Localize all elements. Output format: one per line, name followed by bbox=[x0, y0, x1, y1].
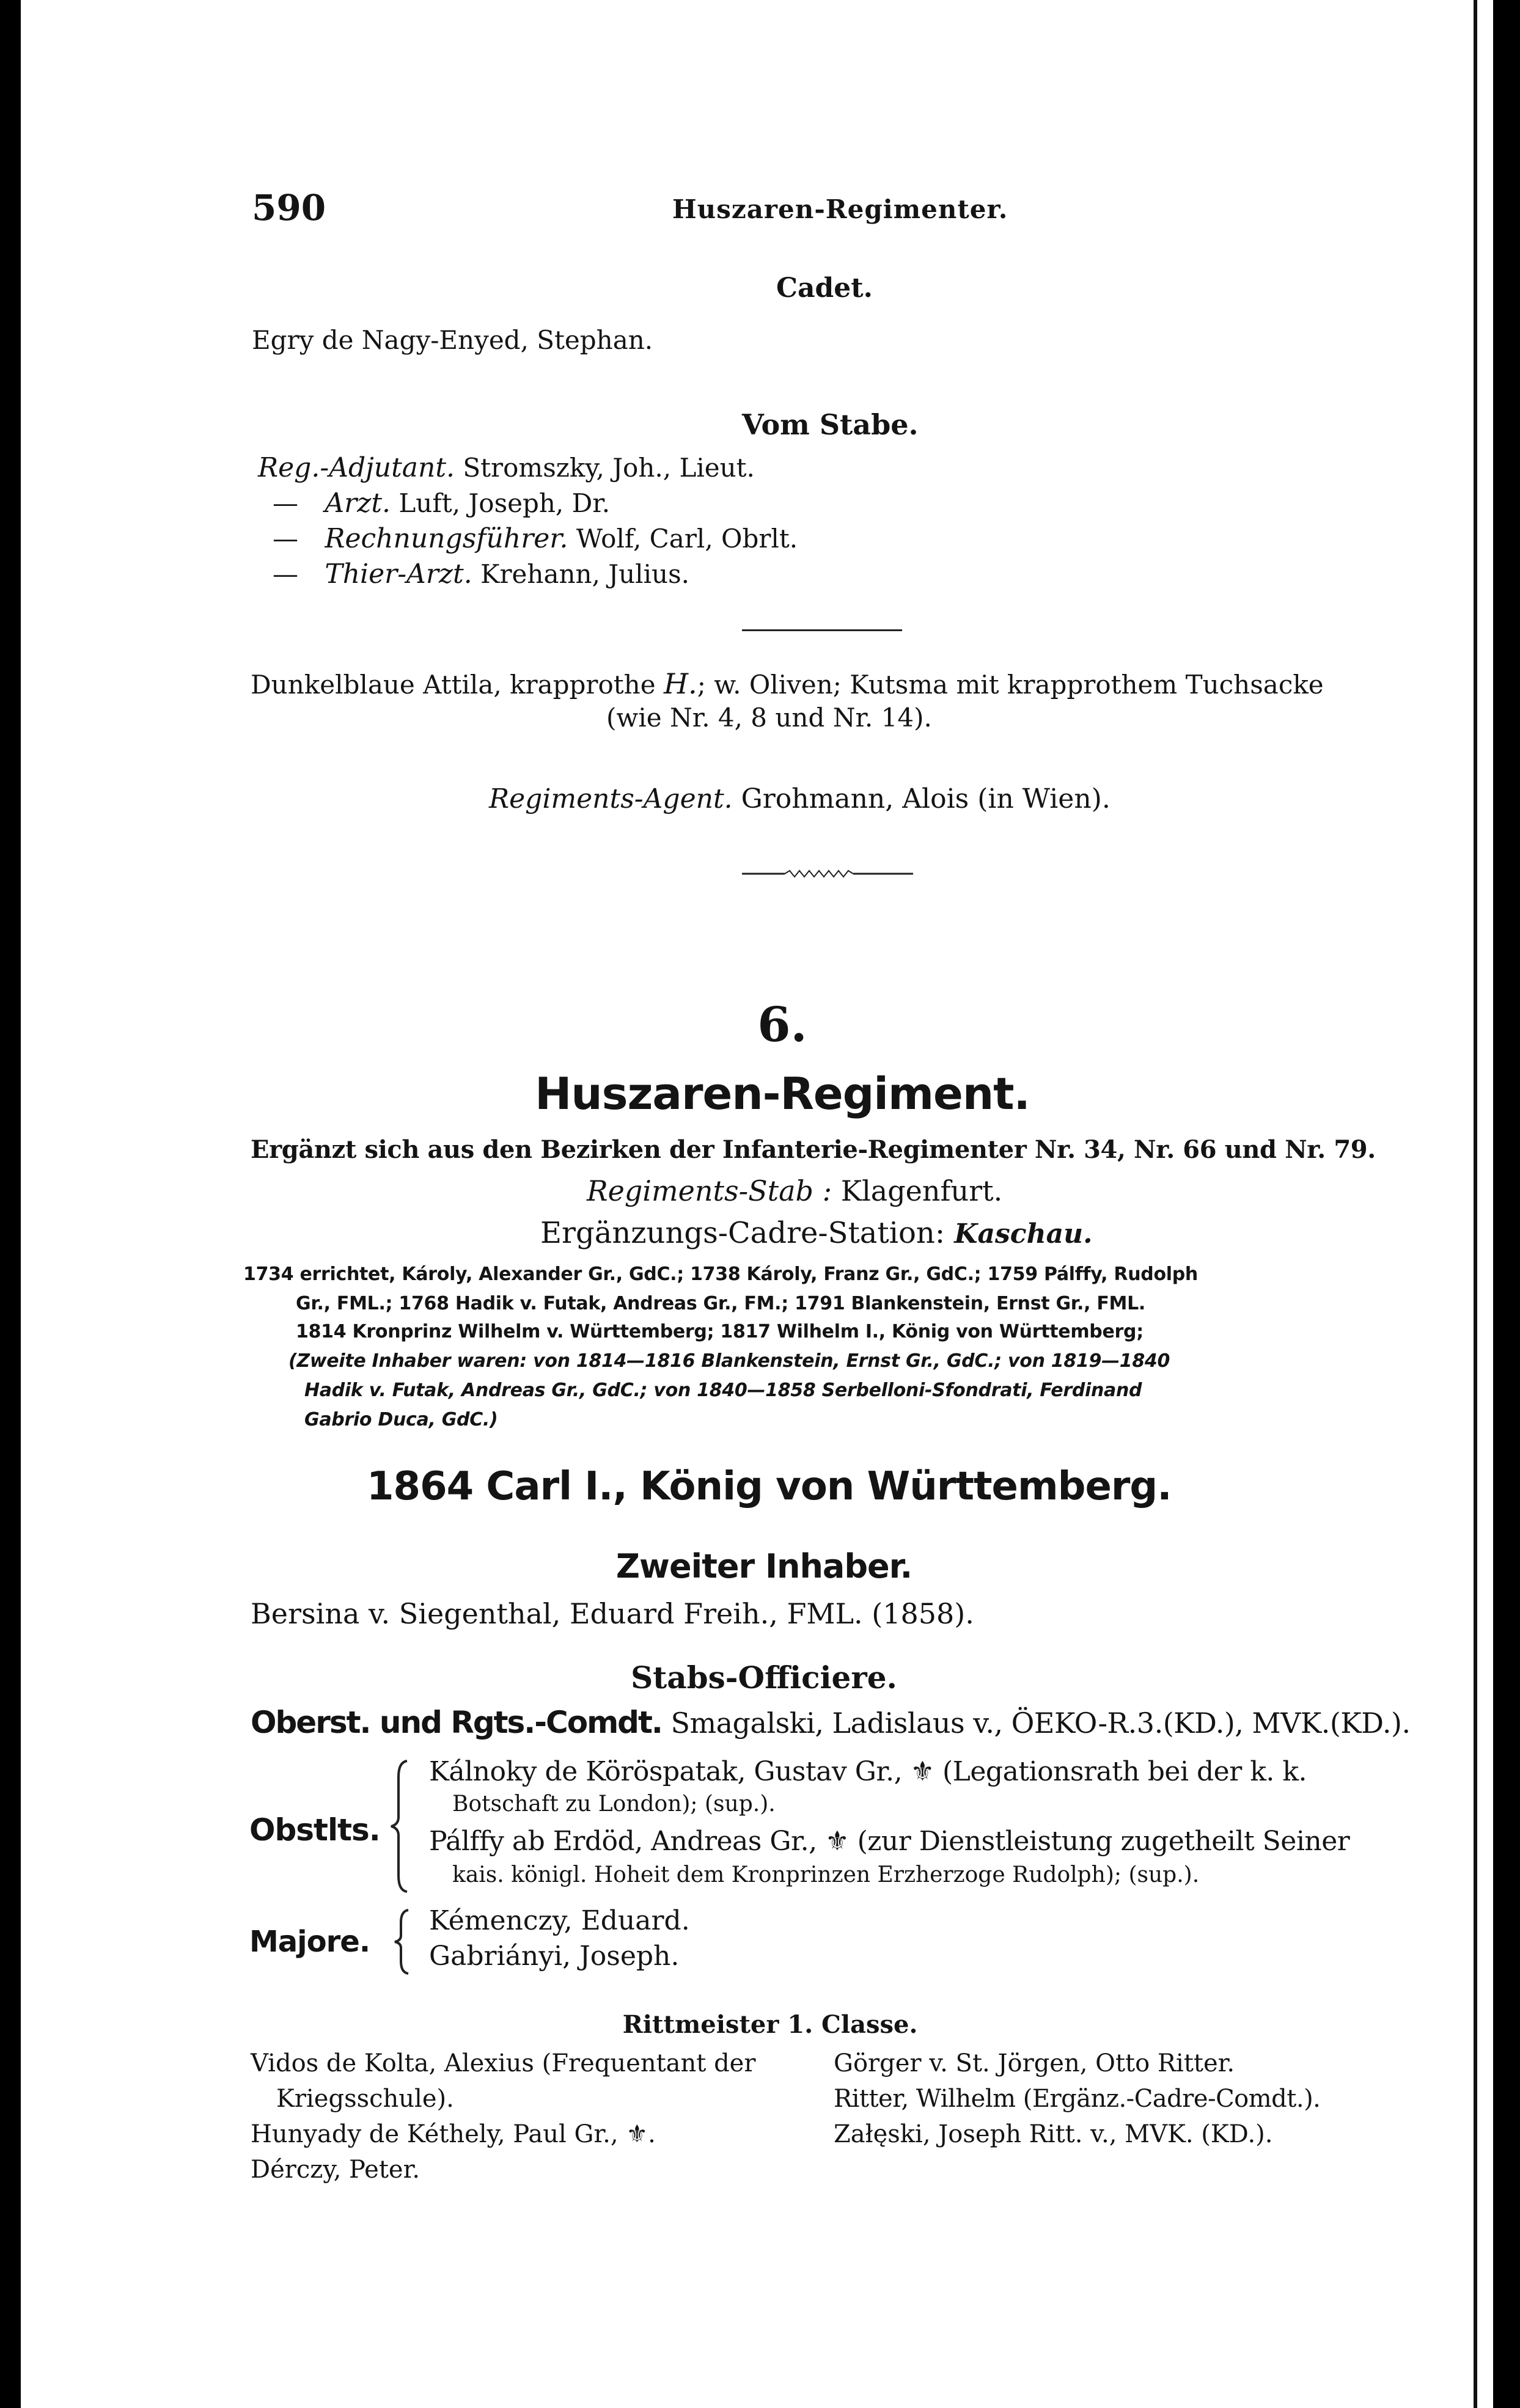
rittmeister-heading: Rittmeister 1. Classe. bbox=[622, 2010, 918, 2039]
rittmeister-entry: Vidos de Kolta, Alexius (Frequentant der bbox=[251, 2049, 756, 2077]
obstlt-line: kais. königl. Hoheit dem Kronprinzen Erzherzoge Rudolph); (sup.). bbox=[452, 1862, 1200, 1887]
agent-name: Grohmann, Alois (in Wien). bbox=[741, 783, 1111, 814]
cadet-name: Egry de Nagy-Enyed, Stephan. bbox=[252, 325, 653, 355]
obstlt-line: Pálffy ab Erdöd, Andreas Gr., ⚜ (zur Dienstleistung zugetheilt Seiner bbox=[429, 1826, 1350, 1857]
second-owners-line: (Zweite Inhaber waren: von 1814—1816 Blankenstein, Ernst Gr., GdC.; von 1819—1840 bbox=[288, 1350, 1170, 1372]
staff-dash: — bbox=[273, 524, 298, 554]
scan-border-right bbox=[1493, 0, 1520, 2408]
staff-row bbox=[258, 452, 755, 483]
staff-officers-heading: Stabs-Officiere. bbox=[631, 1660, 897, 1696]
stab-label: Regiments-Stab : bbox=[587, 1174, 832, 1207]
second-owner: Bersina v. Siegenthal, Eduard Freih., FML. (1858). bbox=[251, 1597, 974, 1630]
staff-name: Wolf, Carl, Obrlt. bbox=[576, 524, 798, 554]
recruitment-districts: Ergänzt sich aus den Bezirken der Infanterie-Regimenter Nr. 34, Nr. 66 und Nr. 79. bbox=[251, 1135, 1376, 1164]
colonel-label: Oberst. und Rgts.-Comdt. bbox=[251, 1705, 662, 1740]
second-owners-line: Gabrio Duca, GdC.) bbox=[304, 1409, 498, 1430]
rittmeister-entry: Kriegsschule). bbox=[276, 2085, 454, 2113]
staff-row bbox=[273, 558, 689, 590]
staff-row bbox=[273, 488, 610, 519]
cadre-label: Ergänzungs-Cadre-Station: bbox=[540, 1216, 945, 1250]
majore-label: Majore. bbox=[249, 1925, 370, 1959]
colonel-name: Smagalski, Ladislaus v., ÖEKO-R.3.(KD.), MVK.(KD.). bbox=[670, 1707, 1411, 1740]
section-rule bbox=[742, 629, 902, 631]
ornamental-rule bbox=[742, 868, 913, 880]
obstlts-brace bbox=[389, 1758, 413, 1894]
running-head: Huszaren-Regimenter. bbox=[672, 194, 1008, 224]
staff-role: Thier-Arzt. bbox=[325, 558, 472, 590]
stab-value: Klagenfurt. bbox=[840, 1174, 1003, 1207]
uniform-text: Dunkelblaue Attila, krapprothe bbox=[251, 670, 656, 700]
rittmeister-entry: Dérczy, Peter. bbox=[251, 2156, 420, 2184]
uniform-line-2: (wie Nr. 4, 8 und Nr. 14). bbox=[606, 703, 932, 733]
major-line: Gabriányi, Joseph. bbox=[429, 1941, 680, 1972]
regiment-title: Huszaren-Regiment. bbox=[535, 1068, 1030, 1119]
scan-border-left bbox=[0, 0, 21, 2408]
obstlts-label: Obstlts. bbox=[249, 1812, 380, 1848]
staff-dash: — bbox=[273, 488, 298, 518]
rittmeister-entry: Görger v. St. Jörgen, Otto Ritter. bbox=[834, 2049, 1235, 2077]
staff-dash: — bbox=[273, 559, 298, 589]
staff-heading: Vom Stabe. bbox=[742, 408, 919, 441]
regiments-stab bbox=[587, 1174, 1002, 1207]
history-line: 1734 errichtet, Károly, Alexander Gr., GdC.; 1738 Károly, Franz Gr., GdC.; 1759 Pálffy, Rudolph bbox=[243, 1264, 1198, 1285]
history-line: Gr., FML.; 1768 Hadik v. Futak, Andreas Gr., FM.; 1791 Blankenstein, Ernst Gr., FML. bbox=[296, 1293, 1146, 1314]
page-number: 590 bbox=[252, 187, 326, 229]
second-owners-line: Hadik v. Futak, Andreas Gr., GdC.; von 1840—1858 Serbelloni-Sfondrati, Ferdinand bbox=[304, 1380, 1142, 1401]
uniform-text-b: ; w. Oliven; Kutsma mit krapprothem Tuchsacke bbox=[697, 670, 1324, 700]
staff-name: Luft, Joseph, Dr. bbox=[398, 488, 611, 518]
agent-label: Regiments-Agent. bbox=[489, 783, 733, 814]
rittmeister-entry: Załęski, Joseph Ritt. v., MVK. (KD.). bbox=[834, 2120, 1273, 2148]
cadre-value: Kaschau. bbox=[954, 1218, 1093, 1250]
majore-brace bbox=[391, 1908, 413, 1976]
staff-role: Reg.-Adjutant. bbox=[258, 452, 455, 483]
rittmeister-entry: Hunyady de Kéthely, Paul Gr., ⚜. bbox=[251, 2120, 656, 2148]
staff-name: Stromszky, Joh., Lieut. bbox=[463, 453, 755, 483]
colonel-row bbox=[251, 1705, 1411, 1740]
regiments-agent bbox=[489, 783, 1111, 814]
scan-border-line bbox=[1474, 0, 1477, 2408]
staff-role: Rechnungsführer. bbox=[325, 523, 568, 554]
cadre-station bbox=[540, 1216, 1092, 1250]
staff-row bbox=[273, 523, 798, 554]
uniform-h: H. bbox=[663, 667, 697, 700]
second-owner-heading: Zweiter Inhaber. bbox=[615, 1547, 912, 1586]
rittmeister-entry: Ritter, Wilhelm (Ergänz.-Cadre-Comdt.). bbox=[834, 2085, 1321, 2113]
staff-role: Arzt. bbox=[325, 488, 391, 519]
obstlt-line: Botschaft zu London); (sup.). bbox=[452, 1791, 776, 1817]
cadet-heading: Cadet. bbox=[776, 273, 873, 304]
owner: 1864 Carl I., König von Württemberg. bbox=[367, 1464, 1172, 1509]
obstlt-line: Kálnoky de Köröspatak, Gustav Gr., ⚜ (Legationsrath bei der k. k. bbox=[429, 1756, 1307, 1787]
regiment-number: 6. bbox=[757, 997, 807, 1053]
history-line: 1814 Kronprinz Wilhelm v. Württemberg; 1817 Wilhelm I., König von Württemberg; bbox=[296, 1321, 1144, 1342]
major-line: Kémenczy, Eduard. bbox=[429, 1905, 690, 1936]
uniform-line-1 bbox=[251, 667, 1324, 700]
staff-name: Krehann, Julius. bbox=[480, 559, 689, 589]
